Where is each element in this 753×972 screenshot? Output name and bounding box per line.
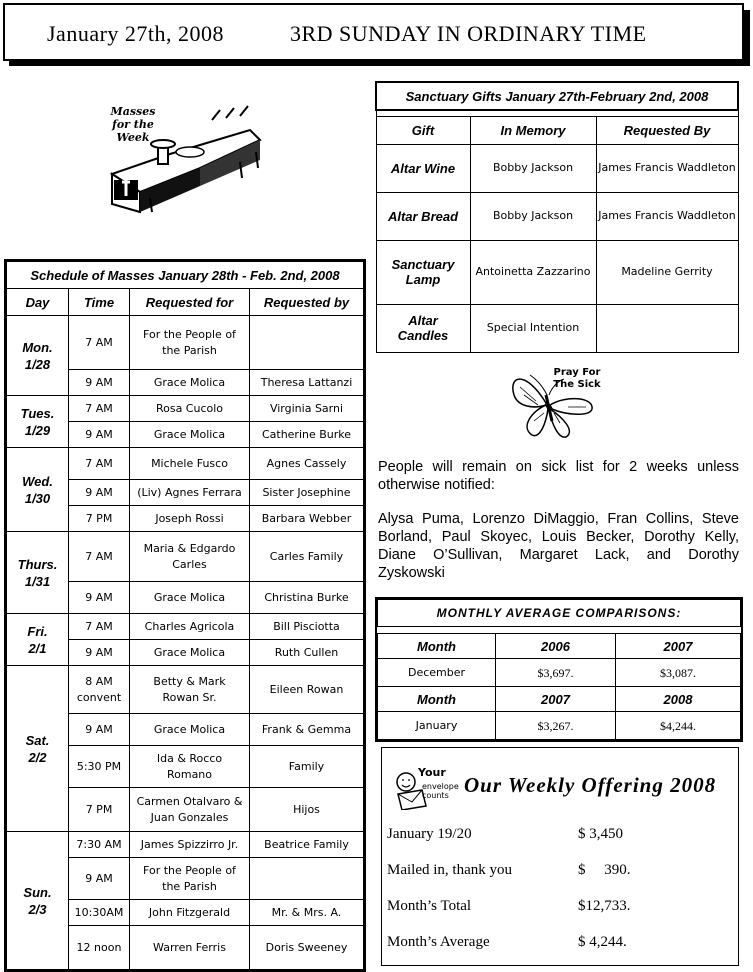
header-title: 3RD SUNDAY IN ORDINARY TIME (290, 21, 647, 46)
monthly-header-row (378, 687, 741, 712)
monthly-row (378, 659, 741, 687)
schedule-day-line: Fri. (27, 623, 48, 639)
gift-row (376, 240, 738, 304)
header-date: January 27th, 2008 (47, 21, 225, 46)
offering-label: Month’s Total (387, 898, 472, 914)
schedule-time: 9 AM (69, 370, 130, 396)
schedule-requested-for: Grace Molica (130, 422, 250, 448)
col-in-memory: In Memory (470, 116, 596, 144)
schedule-requested-for: For the People of the Parish (130, 858, 250, 900)
schedule-day-line: 1/28 (24, 356, 51, 372)
schedule-requested-by: Eileen Rowan (250, 666, 364, 714)
sick-notice: People will remain on sick list for 2 weeks unless otherwise notified: (378, 459, 739, 493)
schedule-requested-by: Bill Pisciotta (250, 614, 364, 640)
schedule-requested-for: Charles Agricola (130, 614, 250, 640)
schedule-requested-for: Warren Ferris (130, 926, 250, 970)
gift-row (376, 192, 738, 240)
gift-requested-by: Madeline Gerrity (596, 240, 738, 304)
offering-amount: $ 390. (578, 862, 631, 878)
offering-label: January 19/20 (387, 826, 472, 842)
schedule-requested-by: Christina Burke (250, 582, 364, 614)
schedule-time: 9 AM (69, 480, 130, 506)
schedule-time: 9 AM (69, 714, 130, 746)
schedule-time: 7 PM (69, 506, 130, 532)
offering-label: Mailed in, thank you (387, 862, 512, 878)
schedule-day-line: 2/1 (28, 640, 47, 656)
monthly-comparisons-table (377, 599, 741, 740)
gift-memory: Bobby Jackson (470, 144, 596, 192)
schedule-day-line: Sun. (23, 884, 52, 900)
schedule-day (7, 666, 69, 832)
schedule-day-line: Mon. (22, 339, 53, 355)
schedule-day-line: 2/3 (28, 901, 47, 917)
schedule-requested-by: Doris Sweeney (250, 926, 364, 970)
schedule-day (7, 316, 69, 396)
logo-envelope-counts (422, 782, 459, 800)
masses-logo-line1: Masses (110, 105, 156, 118)
col-gift-requested-by: Requested By (596, 116, 738, 144)
monthly-comparisons (375, 597, 743, 742)
schedule-requested-for: Joseph Rossi (130, 506, 250, 532)
monthly-value: $3,697. (496, 659, 616, 687)
monthly-col-year: 2008 (616, 687, 741, 712)
col-time: Time (69, 289, 130, 316)
schedule-requested-for: Ida & Rocco Romano (130, 746, 250, 788)
schedule-time: 7 AM (69, 532, 130, 582)
monthly-month: December (378, 659, 496, 687)
col-gift: Gift (376, 116, 470, 144)
pray-line1: Pray For (553, 367, 601, 378)
offering-label: Month’s Average (387, 934, 490, 950)
col-day: Day (7, 289, 69, 316)
gift-name: Altar Candles (376, 304, 470, 352)
schedule-day (7, 532, 69, 614)
logo-counts: counts (422, 791, 449, 800)
gift-memory: Bobby Jackson (470, 192, 596, 240)
schedule-row (7, 832, 364, 858)
schedule-requested-for: James Spizzirro Jr. (130, 832, 250, 858)
schedule-requested-by (250, 858, 364, 900)
monthly-col-year: 2007 (616, 634, 741, 659)
gift-name: Sanctuary Lamp (376, 240, 470, 304)
schedule-requested-by: Agnes Cassely (250, 448, 364, 480)
schedule-requested-for: For the People of the Parish (130, 316, 250, 370)
schedule-requested-by: Virginia Sarni (250, 396, 364, 422)
schedule-time: 7:30 AM (69, 832, 130, 858)
logo-your: Your (418, 766, 446, 779)
sanctuary-gifts (375, 81, 739, 353)
schedule-title: Schedule of Masses January 28th - Feb. 2nd, 2008 (7, 262, 364, 289)
gift-requested-by: James Francis Waddleton (596, 144, 738, 192)
monthly-header-row (378, 634, 741, 659)
schedule-requested-for: Betty & Mark Rowan Sr. (130, 666, 250, 714)
schedule-day-line: 1/29 (24, 422, 51, 438)
schedule-time: 7 AM (69, 614, 130, 640)
offering-amount: $ 3,450 (578, 826, 623, 842)
schedule-requested-for: John Fitzgerald (130, 900, 250, 926)
schedule-day-line: Thurs. (17, 556, 58, 572)
schedule-requested-by: Catherine Burke (250, 422, 364, 448)
schedule-requested-for: Grace Molica (130, 370, 250, 396)
schedule-row (7, 614, 364, 640)
schedule-requested-by: Mr. & Mrs. A. (250, 900, 364, 926)
schedule-time: 5:30 PM (69, 746, 130, 788)
pray-for-sick-graphic (506, 365, 606, 440)
schedule-requested-by (250, 316, 364, 370)
schedule-time: 12 noon (69, 926, 130, 970)
pray-text (548, 367, 606, 391)
header-box (3, 3, 744, 61)
schedule-requested-by: Beatrice Family (250, 832, 364, 858)
monthly-value: $3,087. (616, 659, 741, 687)
schedule-requested-for: Maria & Edgardo Carles (130, 532, 250, 582)
pray-line2: The Sick (553, 379, 601, 390)
mass-schedule-table (6, 261, 364, 970)
schedule-requested-by: Theresa Lattanzi (250, 370, 364, 396)
schedule-time: 10:30AM (69, 900, 130, 926)
schedule-requested-by: Sister Josephine (250, 480, 364, 506)
logo-envelope: envelope (422, 782, 459, 791)
gift-name: Altar Wine (376, 144, 470, 192)
schedule-requested-by: Carles Family (250, 532, 364, 582)
schedule-requested-by: Family (250, 746, 364, 788)
monthly-value: $4,244. (616, 712, 741, 740)
monthly-spacer (378, 627, 741, 634)
monthly-col-year: 2006 (496, 634, 616, 659)
masses-logo-text (108, 105, 158, 144)
schedule-time: 9 AM (69, 640, 130, 666)
schedule-day (7, 396, 69, 448)
schedule-day (7, 448, 69, 532)
schedule-time: 9 AM (69, 858, 130, 900)
offering-amount: $ 4,244. (578, 934, 627, 950)
monthly-value: $3,267. (496, 712, 616, 740)
col-requested-by: Requested by (250, 289, 364, 316)
schedule-requested-for: Grace Molica (130, 582, 250, 614)
schedule-day (7, 614, 69, 666)
schedule-requested-for: Rosa Cucolo (130, 396, 250, 422)
offering-title: Our Weekly Offering 2008 (464, 773, 717, 797)
schedule-time: 9 AM (69, 582, 130, 614)
gift-row (376, 304, 738, 352)
schedule-time: 7 AM (69, 316, 130, 370)
schedule-row (7, 316, 364, 370)
masses-clipart (100, 100, 270, 215)
sanctuary-gifts-table (375, 81, 739, 353)
monthly-row (378, 712, 741, 740)
schedule-requested-for: Michele Fusco (130, 448, 250, 480)
schedule-requested-for: Grace Molica (130, 714, 250, 746)
schedule-time: 7 AM (69, 396, 130, 422)
schedule-time: 7 AM (69, 448, 130, 480)
gift-memory: Special Intention (470, 304, 596, 352)
schedule-day-line: 2/2 (28, 749, 47, 765)
envelope-logo (392, 766, 459, 810)
gift-row (376, 144, 738, 192)
offering-amount: $12,733. (578, 898, 631, 914)
page-header (3, 3, 744, 61)
gift-requested-by (596, 304, 738, 352)
schedule-row (7, 532, 364, 582)
schedule-requested-by: Hijos (250, 788, 364, 832)
gifts-title: Sanctuary Gifts January 27th-February 2nd, 2008 (376, 82, 738, 110)
schedule-requested-for: Carmen Otalvaro & Juan Gonzales (130, 788, 250, 832)
weekly-offering (381, 747, 739, 966)
schedule-day-line: Tues. (20, 405, 55, 421)
schedule-header-row (7, 289, 364, 316)
monthly-col-month: Month (378, 687, 496, 712)
gifts-header-row (376, 116, 738, 144)
schedule-time: 8 AM convent (69, 666, 130, 714)
sick-names: Alysa Puma, Lorenzo DiMaggio, Fran Collins, Steve Borland, Paul Skoyec, Louis Becker, Dorothy Kelly, Diane O’Sullivan, Margaret Lack, and Dorothy Zyskowski (378, 511, 739, 581)
schedule-requested-for: (Liv) Agnes Ferrara (130, 480, 250, 506)
schedule-time: 9 AM (69, 422, 130, 448)
schedule-row (7, 396, 364, 422)
schedule-time: 7 PM (69, 788, 130, 832)
schedule-day-line: 1/30 (24, 490, 51, 506)
schedule-day (7, 832, 69, 970)
schedule-day-line: Wed. (22, 473, 53, 489)
monthly-col-month: Month (378, 634, 496, 659)
gift-memory: Antoinetta Zazzarino (470, 240, 596, 304)
mass-schedule (4, 259, 366, 972)
schedule-requested-by: Frank & Gemma (250, 714, 364, 746)
schedule-day-line: Sat. (25, 732, 50, 748)
schedule-day-line: 1/31 (24, 573, 51, 589)
gift-name: Altar Bread (376, 192, 470, 240)
masses-logo-line3: Week (116, 131, 150, 144)
monthly-title: MONTHLY AVERAGE COMPARISONS: (378, 600, 741, 627)
gift-requested-by: James Francis Waddleton (596, 192, 738, 240)
schedule-row (7, 448, 364, 480)
monthly-col-year: 2007 (496, 687, 616, 712)
schedule-requested-by: Ruth Cullen (250, 640, 364, 666)
schedule-requested-by: Barbara Webber (250, 506, 364, 532)
masses-logo-line2: for the (112, 118, 154, 131)
col-requested-for: Requested for (130, 289, 250, 316)
monthly-month: January (378, 712, 496, 740)
schedule-requested-for: Grace Molica (130, 640, 250, 666)
schedule-row (7, 666, 364, 714)
sick-list (378, 458, 739, 582)
